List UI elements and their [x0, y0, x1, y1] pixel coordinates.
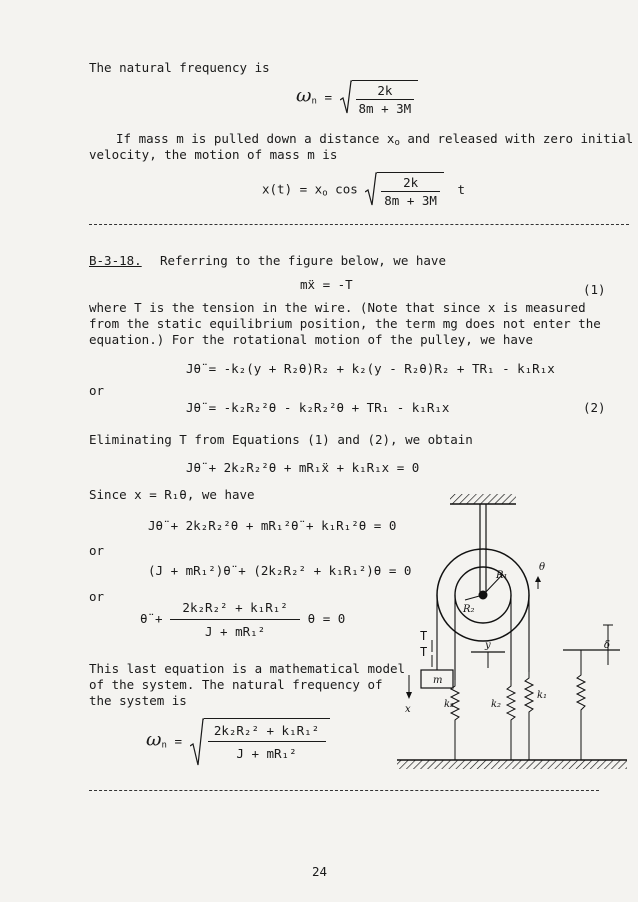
pulley-spring-figure: [395, 490, 635, 775]
spring-right: [577, 650, 585, 760]
eq-f-rhs: θ = 0: [307, 611, 346, 626]
spring-k2-right: [507, 680, 515, 760]
motion-numerator: 2k: [381, 175, 440, 192]
model-line2: of the system. The natural frequency of: [89, 677, 383, 692]
label-T-upper: T: [420, 629, 428, 643]
para-line1b-text: and released with zero initial: [399, 131, 634, 146]
para-line1-text: If mass m is pulled down a distance x: [116, 131, 395, 146]
equals-sign: =: [324, 89, 332, 105]
sqrt-freq: [340, 80, 419, 116]
motion-equation: [262, 172, 465, 208]
eq-f-denominator: J + mR₁²: [205, 624, 266, 639]
or-3: or: [89, 589, 105, 604]
radical-sign-icon: [340, 80, 352, 114]
intro-text: The natural frequency is: [89, 60, 270, 75]
equation-b: Jθ̈ = -k₂R₂²θ - k₂R₂²θ + TR₁ - k₁R₁x: [186, 400, 450, 415]
radical-sign-icon: [190, 718, 204, 766]
label-m: m: [433, 675, 443, 686]
paragraph-line2: velocity, the motion of mass m is: [89, 147, 338, 162]
equation-a: Jθ̈ = -k₂(y + R₂θ)R₂ + k₂(y - R₂θ)R₂ + TR₁ - k₁R₁x: [186, 361, 555, 376]
equation-c: Jθ̈ + 2k₂R₂²θ + mR₁ẍ + k₁R₁x = 0: [186, 460, 420, 475]
final-numerator: 2k₂R₂² + k₁R₁²: [208, 723, 326, 742]
spring-k1: [525, 672, 533, 760]
motion-denominator: 8m + 3M: [384, 193, 437, 208]
para-p1: where T is the tension in the wire. (Note that since x is measured: [89, 300, 586, 315]
divider-bottom: [89, 790, 599, 791]
label-x: x: [405, 704, 411, 715]
equation-1-number: (1): [583, 282, 606, 297]
x-arrowhead-icon: [406, 692, 412, 699]
label-T-lower: T: [420, 645, 428, 659]
eq-f-fraction: [170, 600, 300, 639]
label-delta: δ: [604, 640, 611, 651]
label-y: y: [485, 640, 491, 651]
theta-arrowhead-icon: [535, 576, 541, 582]
motion-subscript: o: [322, 188, 328, 199]
omega-symbol: ω: [296, 84, 312, 107]
problem-label: B-3-18.: [89, 253, 142, 268]
eliminating-text: Eliminating T from Equations (1) and (2), we obtain: [89, 432, 473, 447]
final-omega-subscript: n: [161, 740, 167, 751]
equation-2-number: (2): [583, 400, 606, 415]
or-1: or: [89, 383, 105, 398]
eq-f-lhs: θ̈ +: [140, 611, 163, 626]
final-equation: [146, 718, 330, 766]
equation-f: [140, 600, 345, 639]
para-p2: from the static equilibrium position, the term mg does not enter the: [89, 316, 601, 331]
divider-top: [89, 224, 629, 225]
final-equals: =: [174, 733, 182, 749]
model-line1: This last equation is a mathematical model: [89, 661, 406, 676]
para-subscript: o: [394, 138, 400, 148]
motion-time: t: [457, 181, 466, 197]
label-k2-right: k₂: [491, 699, 502, 710]
model-line3: the system is: [89, 693, 187, 708]
spring-k2-left: [451, 680, 459, 760]
label-theta: θ: [539, 562, 546, 573]
omega-equation: [296, 80, 418, 116]
ground-hatch: [397, 760, 627, 769]
label-k1: k₁: [537, 690, 548, 701]
radical-sign-icon: [365, 172, 377, 206]
freq-denominator: 8m + 3M: [358, 101, 412, 116]
ceiling-hatch: [450, 494, 516, 504]
label-R2: R₂: [463, 604, 475, 615]
sqrt-final: [190, 718, 330, 766]
eq-f-numerator: 2k₂R₂² + k₁R₁²: [170, 600, 300, 620]
freq-numerator: 2k: [356, 83, 415, 100]
since-text: Since x = R₁θ, we have: [89, 487, 255, 502]
equation-1: mẍ = -T: [300, 277, 353, 292]
label-R1: R₁: [496, 570, 508, 581]
sqrt-motion: [365, 172, 444, 208]
motion-cos: cos: [327, 181, 358, 197]
paragraph-line1: [116, 131, 633, 148]
label-k2-left: k₂: [444, 699, 455, 710]
motion-lhs: x(t) = x: [262, 181, 323, 197]
equation-d: Jθ̈ + 2k₂R₂²θ + mR₁²θ̈ + k₁R₁²θ = 0: [148, 518, 397, 533]
page-number: 24: [312, 864, 328, 879]
omega-subscript: n: [311, 96, 317, 107]
para-p3: equation.) For the rotational motion of the pulley, we have: [89, 332, 534, 347]
final-omega-symbol: ω: [146, 728, 162, 751]
equation-e: (J + mR₁²)θ̈ + (2k₂R₂² + k₁R₁²)θ = 0: [148, 563, 412, 578]
or-2: or: [89, 543, 105, 558]
final-denominator: J + mR₁²: [236, 746, 297, 761]
problem-lead: Referring to the figure below, we have: [160, 253, 446, 268]
